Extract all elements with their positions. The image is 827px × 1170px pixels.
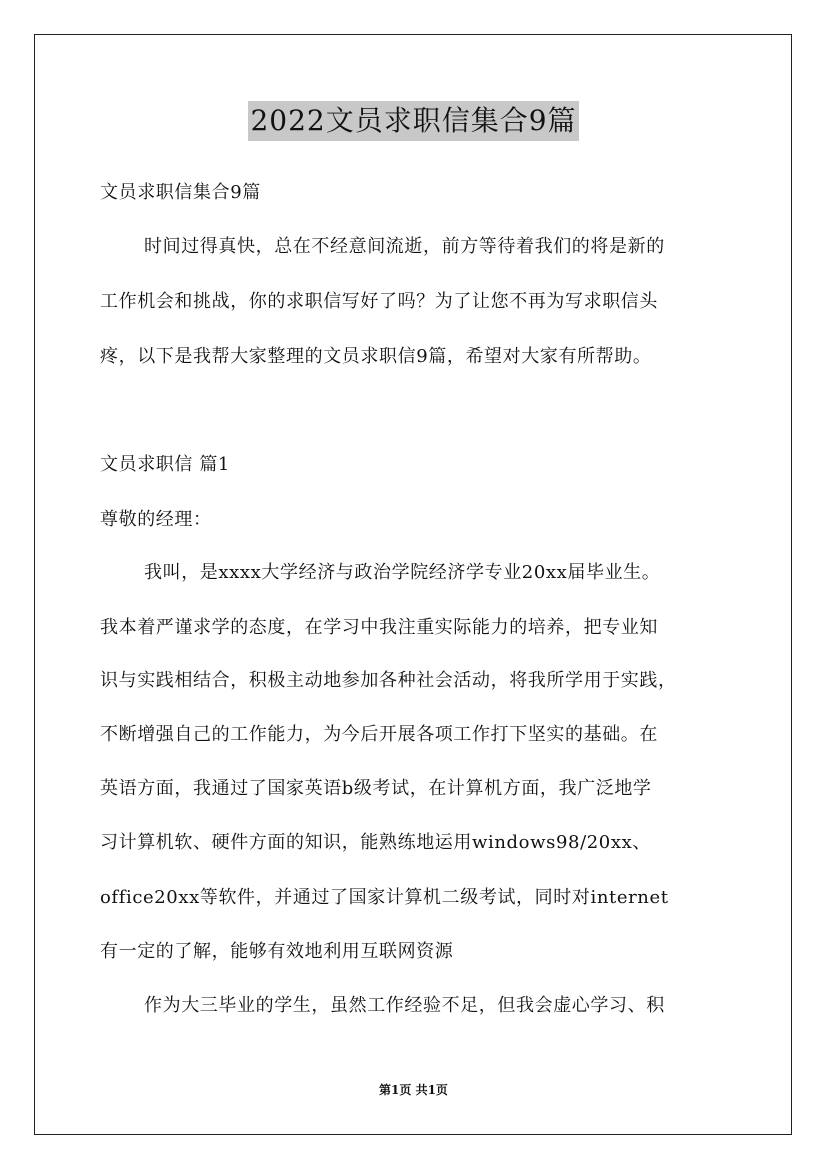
body-line-2: 我本着严谨求学的态度，在学习中我注重实际能力的培养，把专业知 bbox=[100, 617, 658, 638]
body-line-1: 我叫，是xxxx大学经济与政治学院经济学专业20xx届毕业生。 bbox=[144, 562, 661, 583]
body-line-5: 英语方面，我通过了国家英语b级考试，在计算机方面，我广泛地学 bbox=[100, 778, 652, 799]
body-line-7: office20xx等软件，并通过了国家计算机二级考试，同时对internet bbox=[100, 887, 669, 908]
page-number: 第1页 共1页 bbox=[379, 1083, 448, 1097]
intro-line-1: 时间过得真快，总在不经意间流逝，前方等待着我们的将是新的 bbox=[144, 236, 665, 257]
intro-line-3: 疼，以下是我帮大家整理的文员求职信9篇，希望对大家有所帮助。 bbox=[100, 346, 652, 367]
salutation: 尊敬的经理： bbox=[100, 509, 212, 530]
section-heading: 文员求职信 篇1 bbox=[100, 454, 230, 475]
body-line-3: 识与实践相结合，积极主动地参加各种社会活动，将我所学用于实践， bbox=[100, 670, 677, 691]
intro-line-2: 工作机会和挑战，你的求职信写好了吗？为了让您不再为写求职信头 bbox=[100, 291, 658, 312]
body-line-4: 不断增强自己的工作能力，为今后开展各项工作打下坚实的基础。在 bbox=[100, 724, 658, 745]
page-footer bbox=[0, 1082, 827, 1098]
body-line-9: 作为大三毕业的学生，虽然工作经验不足，但我会虚心学习、积 bbox=[144, 995, 665, 1016]
body-line-6: 习计算机软、硬件方面的知识，能熟练地运用windows98/20xx、 bbox=[100, 832, 651, 853]
document-subtitle: 文员求职信集合9篇 bbox=[100, 182, 261, 203]
document-title: 2022文员求职信集合9篇 bbox=[248, 101, 578, 141]
title-wrapper bbox=[0, 101, 827, 141]
body-line-8: 有一定的了解，能够有效地利用互联网资源 bbox=[100, 941, 454, 962]
